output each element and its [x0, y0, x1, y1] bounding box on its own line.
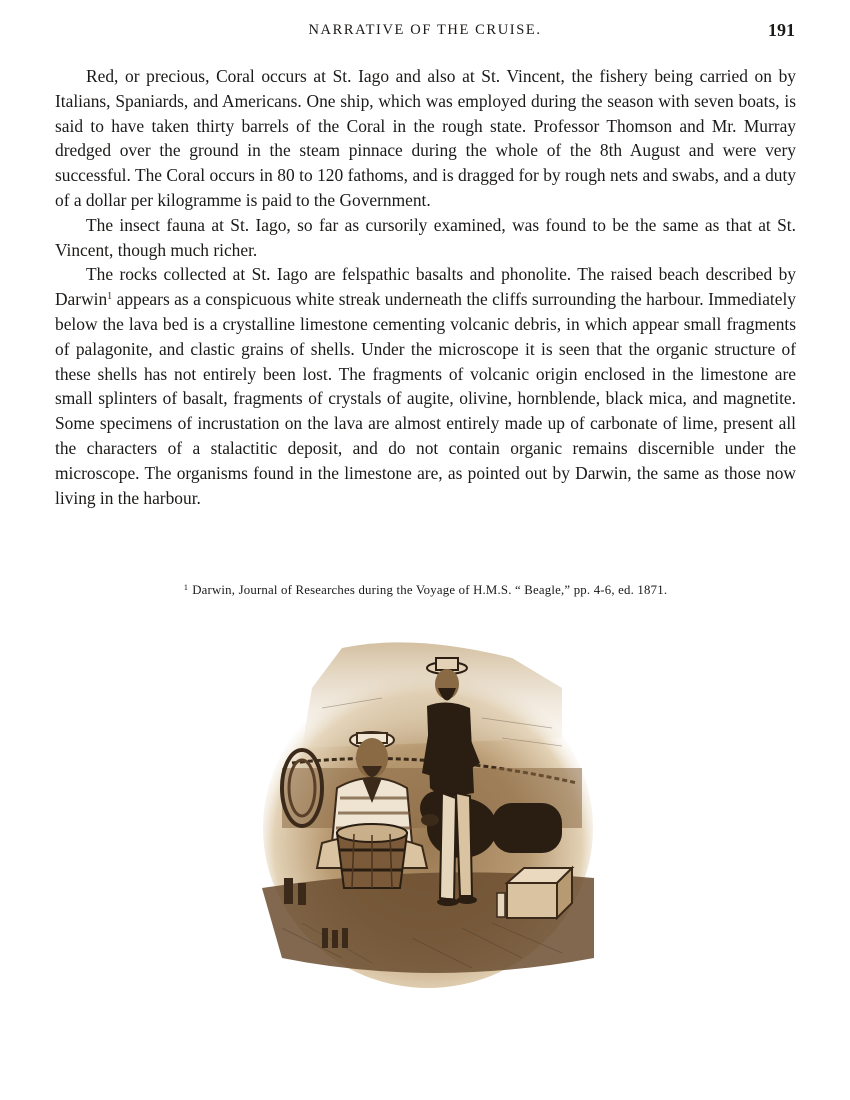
paragraph-insect-fauna: The insect fauna at St. Iago, so far as cursorily examined, was found to be the same as that at St. Vincent, though much richer.	[55, 214, 796, 260]
footnote-marker: 1	[183, 582, 189, 592]
paragraph-rocks-text-a: The rocks collected at St. Iago are felspathic basalts and phonolite. The raised beach described by Darwin	[55, 264, 796, 310]
tub-illustration	[337, 824, 407, 888]
running-title: NARRATIVE OF THE CRUISE.	[308, 22, 542, 38]
engraving-illustration	[262, 628, 594, 988]
footnote-text: Darwin, Journal of Researches during the Voyage of H.M.S. “ Beagle,” pp. 4-6, ed. 1871.	[192, 583, 668, 597]
running-head	[55, 22, 795, 44]
body-text	[55, 64, 796, 510]
paragraph-coral: Red, or precious, Coral occurs at St. Iago and also at St. Vincent, the fishery being carried on by Italians, Spaniards, and Americans. One ship, which was employed during the season with seven boats, is said to have taken thirty barrels of the Coral in the rough state. Professor Thomson and Mr. Murray dredged over the ground in the steam pinnace during the whole of the 8th August and were very successful. The Coral occurs in 80 to 120 fathoms, and is dragged for by rough nets and swabs, and a duty of a dollar per kilogramme is paid to the Government.	[55, 66, 796, 210]
footnote-reference: 1	[107, 291, 113, 303]
footnote	[55, 583, 796, 598]
paragraph-rocks	[55, 262, 796, 510]
crate-illustration	[507, 868, 572, 918]
paragraph-rocks-text-b: appears as a conspicuous white streak underneath the cliffs surrounding the harbour. Immediately below the lava bed is a crystalline limestone cementing volcanic debris, in which appear small fragments of palagonite, and clastic grains of shells. Under the microscope it is seen that the organic structure of these shells has not entirely been lost. The fragments of volcanic origin enclosed in the limestone are small splinters of basalt, fragments of crystals of augite, olivine, hornblende, black mica, and magnetite. Some specimens of incrustation on the lava are almost entirely made up of carbonate of lime, present all the characters of a stalactitic deposit, and do not contain organic remains discernible under the microscope. The organisms found in the limestone are, as pointed out by Darwin, the same as those now living in the harbour.	[55, 289, 796, 508]
page-number: 191	[768, 20, 795, 40]
